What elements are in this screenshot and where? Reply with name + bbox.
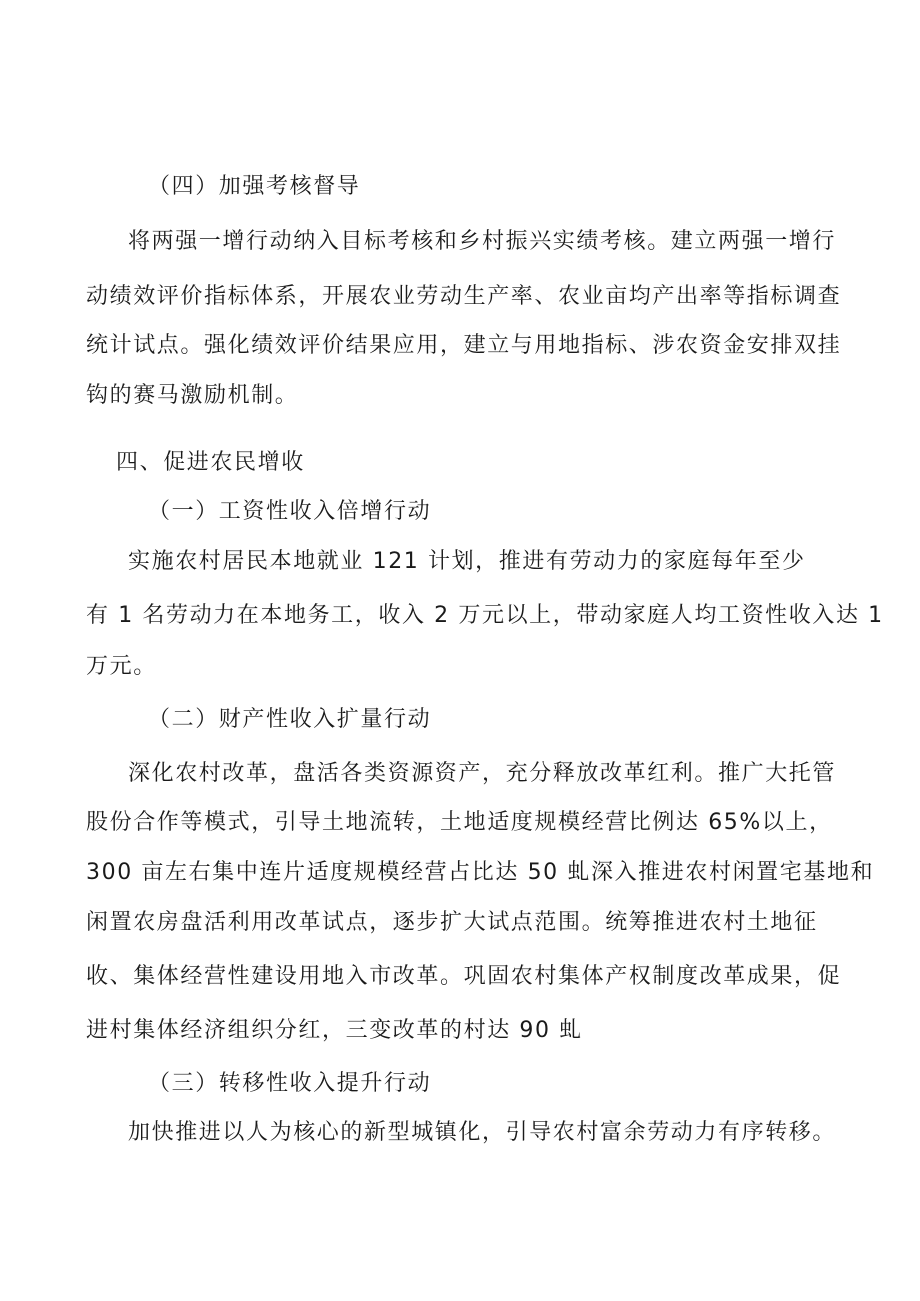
section-heading: （四）加强考核督导 [148, 174, 361, 199]
paragraph-line: 收、集体经营性建设用地入市改革。巩固农村集体产权制度改革成果，促 [86, 964, 842, 989]
section-heading: （一）工资性收入倍增行动 [148, 499, 432, 524]
paragraph-line: 将两强一增行动纳入目标考核和乡村振兴实绩考核。建立两强一增行 [128, 229, 837, 254]
paragraph-line: 加快推进以人为核心的新型城镇化，引导农村富余劳动力有序转移。 [128, 1120, 837, 1145]
paragraph-line: 万元。 [86, 654, 157, 679]
section-heading: （二）财产性收入扩量行动 [148, 707, 432, 732]
paragraph-line: 动绩效评价指标体系，开展农业劳动生产率、农业亩均产出率等指标调查 [86, 284, 842, 309]
paragraph-line: 进村集体经济组织分红，三变改革的村达 90 虬 [86, 1018, 583, 1043]
chapter-heading: 四、促进农民增收 [116, 450, 305, 475]
paragraph-line: 闲置农房盘活利用改革试点，逐步扩大试点范围。统筹推进农村土地征 [86, 910, 818, 935]
paragraph-line: 实施农村居民本地就业 121 计划，推进有劳动力的家庭每年至少 [128, 549, 806, 574]
paragraph-line: 300 亩左右集中连片适度规模经营占比达 50 虬深入推进农村闲置宅基地和 [86, 860, 875, 885]
paragraph-line: 钩的赛马激励机制。 [86, 383, 299, 408]
paragraph-line: 有 1 名劳动力在本地务工，收入 2 万元以上，带动家庭人均工资性收入达 1 [86, 603, 884, 628]
paragraph-line: 股份合作等模式，引导土地流转，土地适度规模经营比例达 65%以上， [86, 810, 833, 835]
paragraph-line: 统计试点。强化绩效评价结果应用，建立与用地指标、涉农资金安排双挂 [86, 333, 842, 358]
paragraph-line: 深化农村改革，盘活各类资源资产，充分释放改革红利。推广大托管 [128, 761, 837, 786]
section-heading: （三）转移性收入提升行动 [148, 1071, 432, 1096]
